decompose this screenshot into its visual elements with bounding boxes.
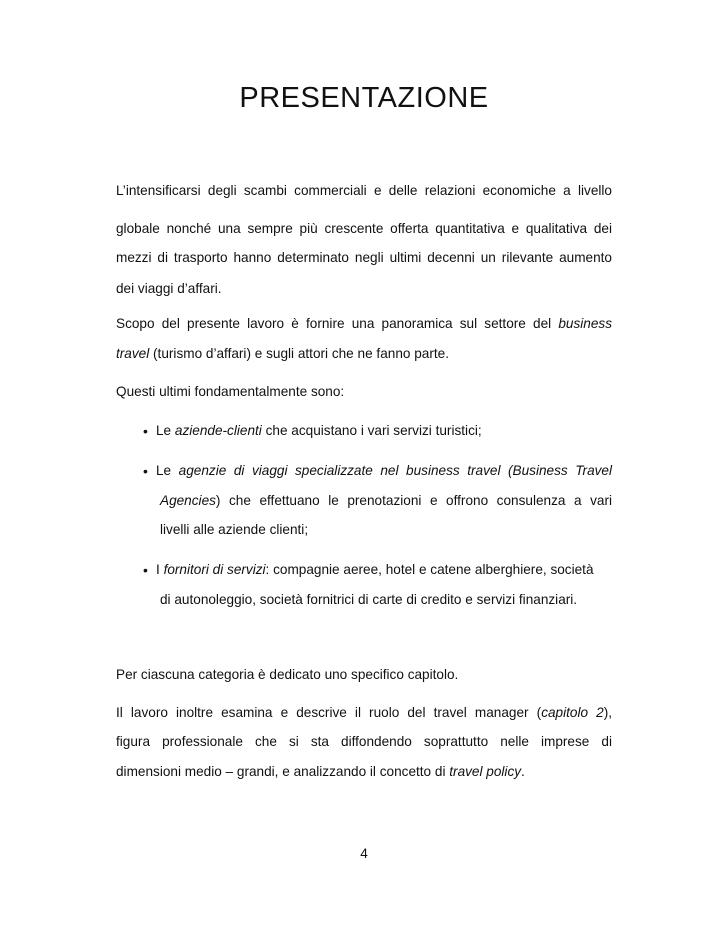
paragraph-5-text: dimensioni medio – grandi, e analizzando il concetto di (116, 764, 446, 779)
paragraph-5-text: . (521, 764, 525, 779)
bullet-1-text: che acquistano i vari servizi turistici; (265, 423, 482, 438)
paragraph-1-line-4: dei viaggi d’affari. (116, 281, 222, 296)
bullet-2-text: Le (156, 463, 172, 478)
bullet-1-italic: aziende-clienti (174, 423, 262, 438)
paragraph-3: Questi ultimi fondamentalmente sono: (116, 384, 345, 399)
bullet-1-icon: • (143, 423, 148, 439)
paragraph-2-italic: business (558, 316, 612, 331)
paragraph-2-text: Scopo del presente lavoro è fornire una panoramica sul settore del (116, 316, 552, 331)
paragraph-1-line-1: L’intensificarsi degli scambi commerciali e delle relazioni economiche a livello (116, 183, 612, 198)
bullet-2-italic: agenzie di viaggi specializzate nel business travel (Business Travel (178, 463, 613, 478)
paragraph-1-line-2: globale nonché una sempre più crescente offerta quantitativa e qualitativa dei (116, 221, 612, 236)
bullet-3-text: : compagnie aeree, hotel e catene alberghiere, società (265, 562, 594, 577)
bullet-2-text: ) che effettuano le prenotazioni e offrono consulenza a vari (215, 493, 612, 508)
page-title: PRESENTAZIONE (239, 82, 489, 114)
bullet-2-line-1 (156, 463, 612, 479)
bullet-3-italic: fornitori di servizi (163, 562, 266, 577)
paragraph-5-text: Il lavoro inoltre esamina e descrive il ruolo del travel manager ( (116, 705, 542, 720)
paragraph-2-line-1 (116, 316, 612, 332)
page-number: 4 (360, 846, 368, 861)
bullet-3-line-1 (156, 562, 612, 578)
bullet-2-italic: Agencies (160, 493, 216, 508)
bullet-1-line-1 (156, 423, 612, 439)
paragraph-5-text: ), (603, 705, 613, 720)
paragraph-5-italic: travel policy (449, 764, 522, 779)
paragraph-4: Per ciascuna categoria è dedicato uno specifico capitolo. (116, 667, 459, 682)
paragraph-1-line-3: mezzi di trasporto hanno determinato negli ultimi decenni un rilevante aumento (116, 250, 612, 265)
bullet-2-icon: • (143, 463, 148, 479)
paragraph-2-italic: travel (116, 346, 150, 361)
bullet-2-line-3: livelli alle aziende clienti; (160, 522, 309, 537)
bullet-3-icon: • (143, 562, 148, 578)
paragraph-5-line-1 (116, 705, 612, 721)
bullet-1-text: Le (156, 423, 172, 438)
bullet-3-line-2: di autonoleggio, società fornitrici di carte di credito e servizi finanziari. (160, 592, 578, 607)
bullet-2-line-2 (160, 493, 612, 509)
bullet-3-text: I (156, 562, 160, 577)
paragraph-5-line-3 (116, 764, 612, 780)
paragraph-5-line-2: figura professionale che si sta diffondendo soprattutto nelle imprese di (116, 734, 612, 749)
paragraph-5-italic: capitolo 2 (541, 705, 604, 720)
paragraph-2-text: (turismo d’affari) e sugli attori che ne fanno parte. (153, 346, 449, 361)
paragraph-2-line-2 (116, 346, 612, 362)
